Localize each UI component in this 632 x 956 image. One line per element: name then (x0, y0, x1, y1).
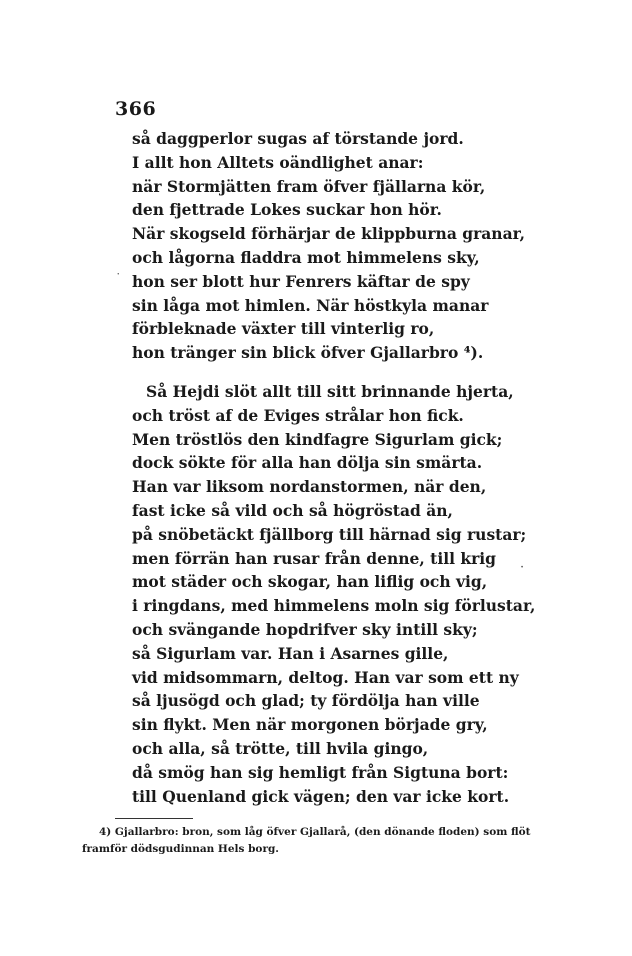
verse-line: så daggperlor sugas af törstande jord. (132, 129, 464, 148)
verse-line: i ringdans, med himmelens moln sig förlustar, (132, 596, 536, 616)
verse-line: men förrän han rusar från denne, till krig (132, 548, 497, 568)
verse-line: när Stormjätten fram öfver fjällarna kör, (132, 176, 486, 196)
verse-line: I allt hon Alltets oändlighet anar: (132, 152, 424, 172)
verse-line: När skogseld förhärjar de klippburna granar, (132, 224, 526, 244)
verse-line: hon ser blott hur Fenrers käftar de spy (132, 271, 470, 291)
verse-line: Så Hejdi slöt allt till sitt brinnande hjerta, (146, 382, 514, 401)
verse-line: på snöbetäckt fjällborg till härnad sig rustar; (132, 524, 527, 544)
verse-line: den fjettrade Lokes suckar hon hör. (132, 200, 442, 220)
verse-line: Han var liksom nordanstormen, när den, (132, 477, 487, 497)
verse-line: sin låga mot himlen. När höstkyla manar (132, 295, 489, 315)
page-number: 366 (115, 98, 157, 120)
verse-line: och svängande hopdrifver sky intill sky; (132, 619, 478, 639)
verse-line: vid midsommarn, deltog. Han var som ett ny (132, 667, 519, 687)
verse-line: och lågorna fladdra mot himmelens sky, (132, 247, 480, 267)
verse-line: dock sökte för alla han dölja sin smärta. (132, 453, 483, 473)
verse-line: och tröst af de Eviges strålar hon fick. (132, 405, 464, 425)
footnote-line: 4) Gjallarbro: bron, som låg öfver Gjallarå, (den dönande floden) som flöt (99, 826, 531, 838)
verse-line: så Sigurlam var. Han i Asarnes gille, (132, 643, 449, 663)
stanza-1 (132, 127, 592, 365)
verse-line: hon tränger sin blick öfver Gjallarbro ⁴). (132, 343, 484, 363)
footnote (82, 824, 552, 858)
footnote-rule (115, 818, 193, 819)
verse-line: till Quenland gick vägen; den var icke kort. (132, 786, 510, 806)
verse-line: mot städer och skogar, han liflig och vig, (132, 572, 488, 592)
margin-dot-mark: · (520, 560, 525, 575)
verse-line: fast icke så vild och så högröstad än, (132, 500, 453, 520)
verse-line: sin flykt. Men när morgonen började gry, (132, 715, 488, 735)
verse-line: Men tröstlös den kindfagre Sigurlam gick; (132, 429, 503, 449)
verse-line: då smög han sig hemligt från Sigtuna bort: (132, 762, 509, 782)
stanza-2 (132, 380, 592, 808)
verse-line: så ljusögd och glad; ty fördölja han ville (132, 691, 480, 711)
verse-line: förbleknade växter till vinterlig ro, (132, 319, 435, 339)
verse-line: och alla, så trötte, till hvila gingo, (132, 738, 429, 758)
footnote-line: framför dödsgudinnan Hels borg. (82, 843, 279, 855)
margin-tick-mark: ˙ (115, 272, 122, 287)
